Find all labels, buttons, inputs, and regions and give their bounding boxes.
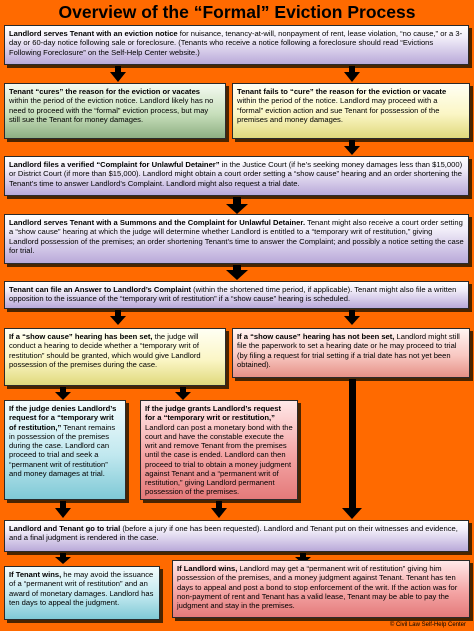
- tenant-fails-box: [232, 83, 470, 139]
- copyright-footer: © Civil Law Self-Help Center: [389, 622, 466, 628]
- hearing-set-box: [4, 328, 226, 386]
- arrow-down-icon: [55, 392, 71, 400]
- eviction-notice-box: [4, 25, 469, 65]
- tenant-wins-text: he may avoid the issuance of a “permanent writ of restitution” and an award of monetary damages. Landlord has ten days to appeal the judgment.: [9, 570, 154, 607]
- landlord-wins-box: [172, 560, 470, 618]
- landlord-wins-heading: If Landlord wins,: [177, 564, 238, 573]
- arrow-down-icon: [175, 392, 191, 400]
- page-title: Overview of the “Formal” Eviction Process: [58, 2, 416, 22]
- arrow-down-icon: [55, 508, 71, 518]
- hearing-not-set-heading: If a “show cause” hearing has not been set,: [237, 332, 395, 341]
- judge-denies-heading: If the judge denies Landlord’s request for a “temporary writ of restitution,”: [9, 404, 117, 432]
- arrow-shaft: [349, 379, 356, 509]
- eviction-notice-text: for nuisance, tenancy-at-will, nonpayment of rent, lease violation, “no cause,” or a 3-day or 60-day notice following sale or foreclosure. (Tenants who receive a notice following a foreclosure should read “Evictions Following Foreclosure” on the Self-Help Center website.): [9, 29, 463, 57]
- summons-box: [4, 214, 469, 264]
- summons-text: Tenant might also receive a court order setting a “show cause” hearing at which the judge will determine whether Landlord is entitled to a “temporary writ of restitution,” giving Landlord possession of the premises; an order shortening Tenant’s time to answer the Complaint; and possibly a notice setting the case for trial.: [9, 218, 464, 255]
- hearing-set-text: the judge will conduct a hearing to decide whether a “temporary writ of restitution” should be granted, which would give Landlord possession of the premises during the case.: [9, 332, 201, 369]
- arrow-down-icon: [211, 508, 227, 518]
- judge-denies-box: [4, 400, 126, 500]
- hearing-not-set-box: [232, 328, 470, 378]
- judge-grants-text: Landlord can post a monetary bond with the court and have the constable execute the writ and remove Tenant from the premises until the case is ended. Landlord can then proceed to trial to obtain a money judgment against Tenant and a “permanent writ of restitution,” giving Landlord permanent possession of the premises.: [145, 422, 293, 497]
- judge-denies-text: Tenant remains in possession of the premises during the case. Landlord can proceed to trial and seek a “permanent writ of restitution” and money damages at trial.: [9, 422, 116, 478]
- complaint-box: [4, 156, 469, 196]
- complaint-text: in the Justice Court (if he’s seeking money damages less than $15,000) or District Court (if more than $15,000). Landlord might obtain a court order setting a “show cause” hearing and an order shortening the Tenant’s time to answer Landlord’s Complaint. Landlord might also request a trial date.: [9, 160, 463, 188]
- landlord-wins-text: Landlord may get a “permanent writ of restitution” giving him possession of the premises, and a money judgment against Tenant. Tenant has ten days to appeal and post a bond to stop enforcement of the writ. If the action was for non-payment of rent and Tenant has a valid lease, Tenant may be able to pay the judgment and stay in the premises.: [177, 564, 458, 610]
- arrow-down-icon: [342, 508, 362, 519]
- tenant-answer-heading: Tenant can file an Answer to Landlord’s Complaint: [9, 285, 191, 294]
- tenant-answer-text: (within the shortened time period, if applicable). Tenant might also file a written opposition to the issuance of the “temporary writ of restitution” if a “show cause” hearing is scheduled.: [9, 285, 457, 304]
- tenant-wins-box: [4, 566, 160, 620]
- tenant-fails-text: within the period of the notice. Landlord may proceed with a “formal” eviction action and sue Tenant for possession of the premises and money damages.: [237, 96, 440, 124]
- summons-heading: Landlord serves Tenant with a Summons and the Complaint for Unlawful Detainer.: [9, 218, 306, 227]
- trial-box: [4, 520, 469, 552]
- trial-text: (before a jury if one has been requested). Landlord and Tenant put on their witnesses and evidence, and a final judgment is rendered in the case.: [9, 524, 458, 543]
- complaint-heading: Landlord files a verified “Complaint for Unlawful Detainer”: [9, 160, 220, 169]
- tenant-cures-text: within the period of the eviction notice. Landlord likely has no need to proceed with the “formal” eviction process, but may still sue the Tenant for money damages.: [9, 96, 214, 124]
- arrow-down-icon: [344, 316, 360, 325]
- judge-grants-heading: If the judge grants Landlord’s request for a “temporary writ or restitution,”: [145, 404, 281, 423]
- tenant-cures-heading: Tenant “cures” the reason for the eviction or vacates: [9, 87, 201, 96]
- arrow-down-icon: [226, 270, 248, 280]
- arrow-down-icon: [110, 316, 126, 325]
- tenant-cures-box: [4, 83, 226, 139]
- tenant-answer-box: [4, 281, 469, 309]
- trial-heading: Landlord and Tenant go to trial: [9, 524, 121, 533]
- eviction-notice-heading: Landlord serves Tenant with an eviction notice: [9, 29, 178, 38]
- arrow-down-icon: [226, 204, 248, 214]
- arrow-down-icon: [110, 72, 126, 82]
- arrow-down-icon: [344, 72, 360, 82]
- tenant-wins-heading: If Tenant wins,: [9, 570, 62, 579]
- judge-grants-box: [140, 400, 298, 500]
- tenant-fails-heading: Tenant fails to “cure” the reason for the eviction or vacate: [237, 87, 447, 96]
- hearing-set-heading: If a “show cause” hearing has been set,: [9, 332, 153, 341]
- arrow-down-icon: [55, 557, 71, 564]
- hearing-not-set-text: Landlord might still file the paperwork to set a hearing date or he may proceed to trial (by filing a request for trial setting if a trial date has not yet been obtained).: [237, 332, 460, 369]
- arrow-down-icon: [344, 146, 360, 155]
